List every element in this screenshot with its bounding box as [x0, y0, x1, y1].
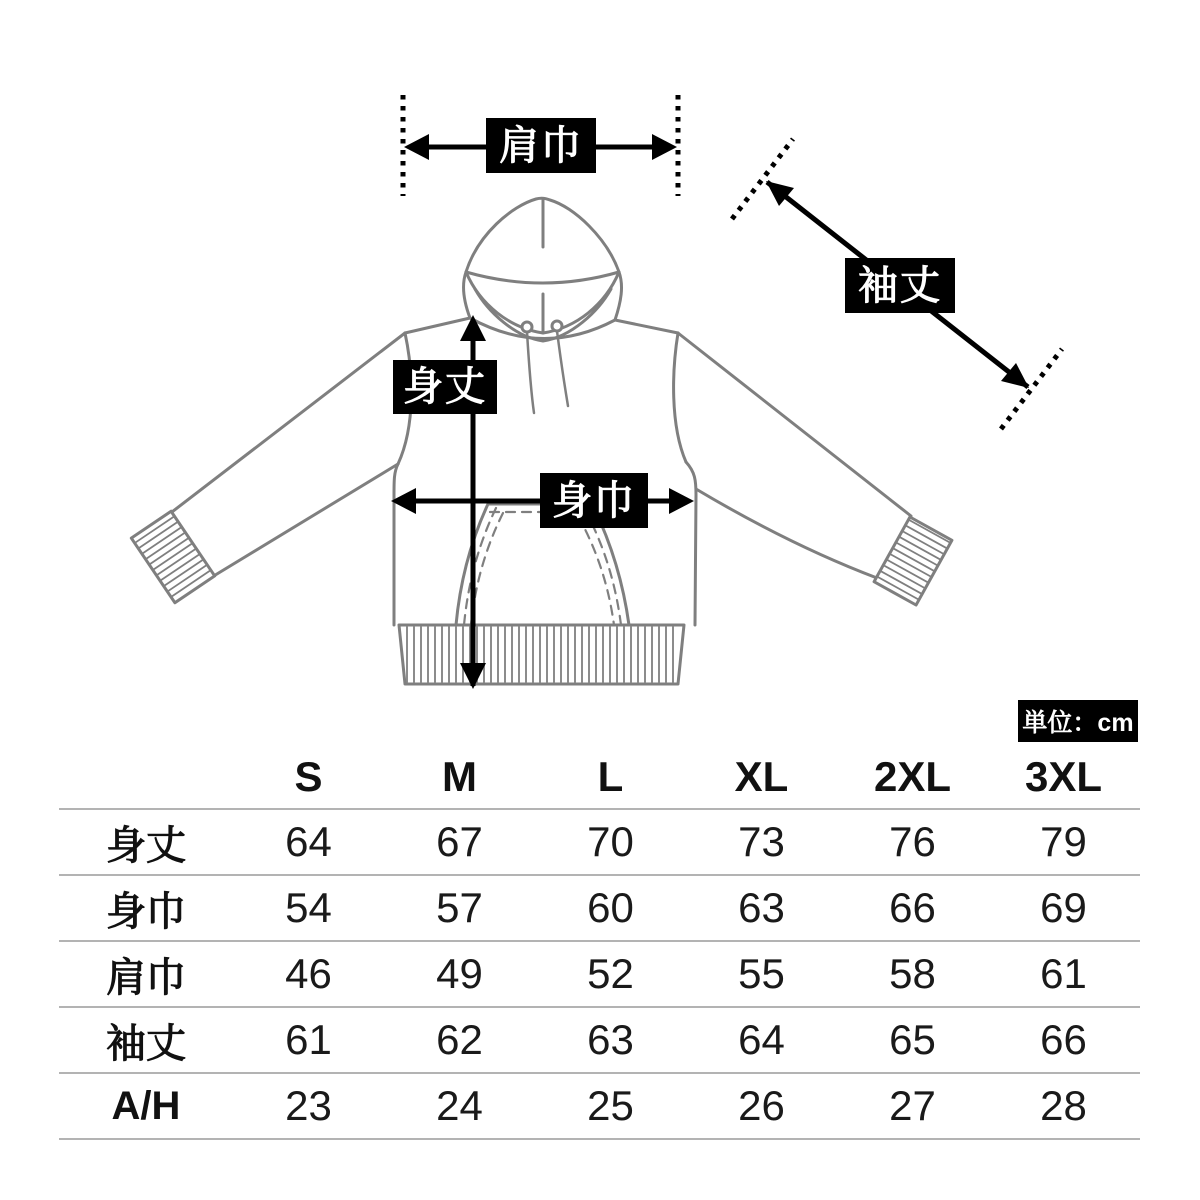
right-cuff — [874, 517, 952, 605]
arrowhead-right-icon — [652, 134, 677, 160]
unit-badge: 単位：cm — [1018, 700, 1138, 742]
table-cell: 67 — [436, 818, 483, 865]
table-cell: 27 — [889, 1082, 936, 1129]
table-cell: 24 — [436, 1082, 483, 1129]
arrowhead-right-icon — [669, 488, 694, 514]
table-cell: 58 — [889, 950, 936, 997]
table-header-row — [59, 746, 1140, 810]
table-cell: 23 — [285, 1082, 332, 1129]
col-header-m: M — [442, 753, 477, 800]
left-sleeve — [168, 333, 405, 577]
table-cell: 65 — [889, 1016, 936, 1063]
table-cell: 64 — [738, 1016, 785, 1063]
left-cuff — [131, 511, 214, 603]
row-label: 身巾 — [106, 889, 186, 934]
col-header-s: S — [294, 753, 323, 800]
table-cell: 63 — [738, 884, 785, 931]
table-cell: 60 — [587, 884, 634, 931]
table-cell: 70 — [587, 818, 634, 865]
table-cell: 62 — [436, 1016, 483, 1063]
table-cell: 57 — [436, 884, 483, 931]
table-cell: 79 — [1040, 818, 1087, 865]
col-header-3xl: 3XL — [1024, 753, 1103, 800]
col-header-xl: XL — [734, 753, 789, 800]
table-cell: 73 — [738, 818, 785, 865]
col-header-2xl: 2XL — [873, 753, 952, 800]
shoulder-width-label: 肩巾 — [486, 118, 596, 173]
right-drawstring — [557, 331, 568, 406]
table-cell: 46 — [285, 950, 332, 997]
dotted-reference-line — [1001, 349, 1062, 429]
table-row-body-width — [59, 876, 1140, 942]
row-label: 肩巾 — [106, 955, 186, 1000]
table-row-armhole — [59, 1074, 1140, 1140]
right-sleeve — [678, 333, 911, 578]
dotted-reference-line — [732, 139, 793, 219]
row-label: 身丈 — [106, 823, 186, 868]
table-cell: 52 — [587, 950, 634, 997]
table-row-sleeve-length — [59, 1008, 1140, 1074]
col-header-l: L — [597, 753, 624, 800]
left-drawstring — [527, 332, 534, 413]
row-label: A/H — [111, 1083, 181, 1128]
body-width-label: 身巾 — [540, 473, 648, 528]
row-label: 袖丈 — [106, 1021, 186, 1066]
table-cell: 55 — [738, 950, 785, 997]
table-cell: 49 — [436, 950, 483, 997]
table-cell: 54 — [285, 884, 332, 931]
table-row-body-length — [59, 810, 1140, 876]
table-cell: 69 — [1040, 884, 1087, 931]
table-cell: 66 — [889, 884, 936, 931]
body-length-label: 身丈 — [393, 360, 497, 414]
table-cell: 61 — [1040, 950, 1087, 997]
table-cell: 63 — [587, 1016, 634, 1063]
sleeve-length-label: 袖丈 — [845, 258, 955, 313]
table-cell: 61 — [285, 1016, 332, 1063]
size-table — [59, 746, 1140, 1140]
table-cell: 26 — [738, 1082, 785, 1129]
table-cell: 76 — [889, 818, 936, 865]
table-cell: 66 — [1040, 1016, 1087, 1063]
table-cell: 25 — [587, 1082, 634, 1129]
hem-rib-band — [399, 625, 684, 684]
table-row-shoulder-width — [59, 942, 1140, 1008]
table-cell: 64 — [285, 818, 332, 865]
table-cell: 28 — [1040, 1082, 1087, 1129]
hoodie-illustration — [131, 198, 952, 684]
arrowhead-left-icon — [404, 134, 429, 160]
